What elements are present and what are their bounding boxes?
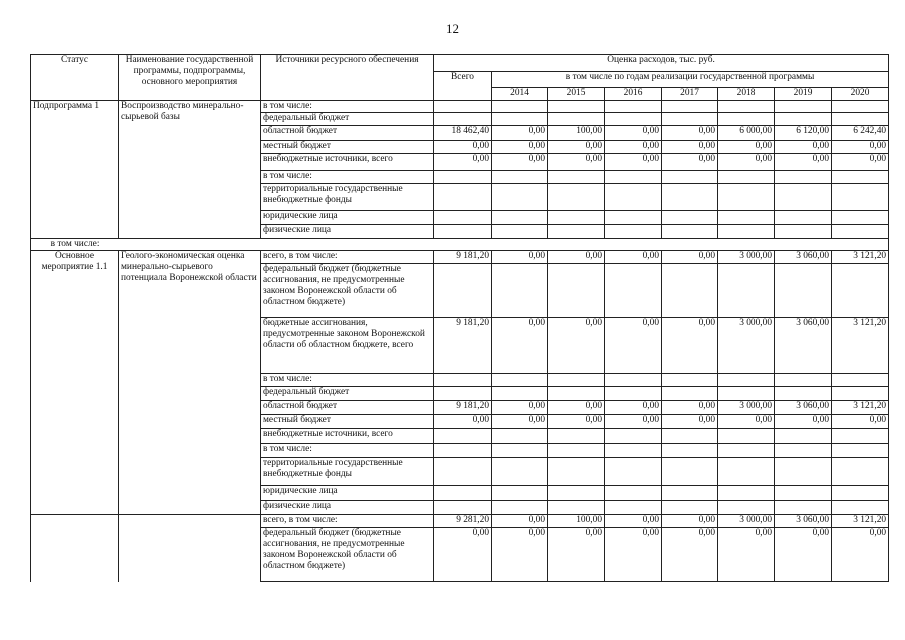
value-cell xyxy=(718,101,775,113)
value-cell xyxy=(492,458,548,486)
value-cell: 9 181,20 xyxy=(434,318,492,374)
value-cell xyxy=(832,101,889,113)
value-cell xyxy=(718,225,775,239)
value-cell xyxy=(775,458,832,486)
value-cell xyxy=(775,225,832,239)
value-cell xyxy=(662,264,718,318)
value-cell xyxy=(775,486,832,501)
value-cell: 3 000,00 xyxy=(718,318,775,374)
value-cell: 0,00 xyxy=(832,154,889,171)
value-cell: 18 462,40 xyxy=(434,126,492,141)
measure_1_1-name: Геолого-экономическая оценка минерально-сырьевого потенциала Воронежской области xyxy=(119,251,261,515)
including-label: в том числе: xyxy=(50,239,100,250)
table-row xyxy=(31,251,889,264)
value-cell xyxy=(434,458,492,486)
value-cell: 0,00 xyxy=(775,415,832,429)
value-cell xyxy=(775,374,832,387)
value-cell xyxy=(775,171,832,184)
header-by-years: в том числе по годам реализации государственной программы xyxy=(492,72,889,88)
value-cell xyxy=(832,225,889,239)
value-cell: 0,00 xyxy=(662,251,718,264)
value-cell xyxy=(662,444,718,458)
value-cell xyxy=(662,458,718,486)
header-total: Всего xyxy=(434,72,492,101)
source-cell: внебюджетные источники, всего xyxy=(261,154,434,171)
value-cell xyxy=(434,444,492,458)
source-cell: местный бюджет xyxy=(261,415,434,429)
header-estimate: Оценка расходов, тыс. руб. xyxy=(434,55,889,72)
value-cell xyxy=(718,211,775,225)
value-cell: 100,00 xyxy=(548,515,605,528)
table-row xyxy=(31,239,889,251)
page-number: 12 xyxy=(446,21,459,36)
value-cell: 0,00 xyxy=(492,415,548,429)
value-cell: 3 060,00 xyxy=(775,401,832,415)
value-cell xyxy=(718,458,775,486)
header-year-2014: 2014 xyxy=(492,88,548,101)
value-cell xyxy=(662,184,718,211)
value-cell xyxy=(434,184,492,211)
value-cell xyxy=(605,444,662,458)
value-cell xyxy=(548,113,605,126)
value-cell xyxy=(775,113,832,126)
source-cell: территориальные государственные внебюджетные фонды xyxy=(261,184,434,211)
value-cell xyxy=(775,429,832,444)
value-cell xyxy=(662,486,718,501)
value-cell xyxy=(832,113,889,126)
value-cell xyxy=(492,486,548,501)
value-cell xyxy=(662,211,718,225)
value-cell xyxy=(605,171,662,184)
value-cell xyxy=(434,113,492,126)
value-cell: 0,00 xyxy=(434,415,492,429)
value-cell xyxy=(662,387,718,401)
source-cell: всего, в том числе: xyxy=(261,251,434,264)
value-cell xyxy=(662,101,718,113)
value-cell xyxy=(548,374,605,387)
value-cell: 3 060,00 xyxy=(775,251,832,264)
source-cell: местный бюджет xyxy=(261,141,434,154)
value-cell xyxy=(548,225,605,239)
value-cell: 0,00 xyxy=(718,141,775,154)
header-sources: Источники ресурсного обеспечения xyxy=(261,55,434,101)
value-cell: 0,00 xyxy=(662,154,718,171)
value-cell: 3 121,20 xyxy=(832,515,889,528)
source-cell: областной бюджет xyxy=(261,126,434,141)
value-cell xyxy=(434,171,492,184)
value-cell xyxy=(775,101,832,113)
value-cell: 3 000,00 xyxy=(718,515,775,528)
value-cell xyxy=(718,429,775,444)
source-cell: в том числе: xyxy=(261,171,434,184)
value-cell xyxy=(605,101,662,113)
value-cell: 0,00 xyxy=(548,528,605,582)
value-cell xyxy=(492,211,548,225)
value-cell xyxy=(832,429,889,444)
value-cell xyxy=(434,211,492,225)
value-cell: 0,00 xyxy=(775,528,832,582)
value-cell xyxy=(775,184,832,211)
value-cell: 0,00 xyxy=(605,401,662,415)
value-cell xyxy=(548,264,605,318)
value-cell xyxy=(434,486,492,501)
value-cell xyxy=(492,101,548,113)
value-cell xyxy=(718,184,775,211)
source-cell: в том числе: xyxy=(261,101,434,113)
value-cell xyxy=(718,113,775,126)
value-cell xyxy=(434,374,492,387)
value-cell: 0,00 xyxy=(718,154,775,171)
table-row xyxy=(31,101,889,113)
value-cell: 6 000,00 xyxy=(718,126,775,141)
value-cell xyxy=(775,444,832,458)
value-cell: 0,00 xyxy=(605,141,662,154)
value-cell: 0,00 xyxy=(662,415,718,429)
value-cell xyxy=(718,444,775,458)
value-cell xyxy=(775,264,832,318)
value-cell: 0,00 xyxy=(548,154,605,171)
value-cell: 3 060,00 xyxy=(775,318,832,374)
value-cell: 0,00 xyxy=(662,141,718,154)
value-cell: 3 121,20 xyxy=(832,401,889,415)
value-cell xyxy=(605,264,662,318)
value-cell: 0,00 xyxy=(662,528,718,582)
value-cell: 0,00 xyxy=(662,318,718,374)
value-cell xyxy=(548,184,605,211)
value-cell: 0,00 xyxy=(492,401,548,415)
value-cell xyxy=(605,458,662,486)
measure_1_1-status: Основное мероприятие 1.1 xyxy=(31,251,119,515)
source-cell: федеральный бюджет xyxy=(261,113,434,126)
value-cell xyxy=(548,387,605,401)
header-name: Наименование государственной программы, подпрограммы, основного мероприятия xyxy=(119,55,261,101)
value-cell xyxy=(832,264,889,318)
source-cell: бюджетные ассигнования, предусмотренные законом Воронежской области об областном бюджете, всего xyxy=(261,318,434,374)
value-cell xyxy=(548,486,605,501)
value-cell: 9 181,20 xyxy=(434,251,492,264)
value-cell xyxy=(434,387,492,401)
subprogram-name: Воспроизводство минерально-сырьевой базы xyxy=(119,101,261,239)
value-cell: 0,00 xyxy=(492,154,548,171)
table-row xyxy=(31,515,889,528)
value-cell xyxy=(662,225,718,239)
source-cell: внебюджетные источники, всего xyxy=(261,429,434,444)
value-cell xyxy=(832,211,889,225)
source-cell: физические лица xyxy=(261,501,434,515)
source-cell: в том числе: xyxy=(261,444,434,458)
value-cell: 0,00 xyxy=(605,318,662,374)
value-cell xyxy=(548,429,605,444)
value-cell xyxy=(832,486,889,501)
header-status: Статус xyxy=(31,55,119,101)
value-cell xyxy=(548,101,605,113)
source-cell: федеральный бюджет (бюджетные ассигнования, не предусмотренные законом Воронежской области об областном бюджете) xyxy=(261,528,434,582)
value-cell xyxy=(548,211,605,225)
value-cell xyxy=(434,264,492,318)
header-year-2018: 2018 xyxy=(718,88,775,101)
value-cell xyxy=(662,171,718,184)
value-cell xyxy=(434,101,492,113)
value-cell xyxy=(775,387,832,401)
value-cell xyxy=(548,171,605,184)
value-cell: 9 281,20 xyxy=(434,515,492,528)
value-cell: 0,00 xyxy=(492,528,548,582)
value-cell: 0,00 xyxy=(662,401,718,415)
value-cell xyxy=(605,429,662,444)
value-cell xyxy=(718,486,775,501)
value-cell xyxy=(492,444,548,458)
next_block-status xyxy=(31,515,119,582)
source-cell: юридические лица xyxy=(261,486,434,501)
value-cell: 0,00 xyxy=(605,515,662,528)
header-year-2017: 2017 xyxy=(662,88,718,101)
header-year-2020: 2020 xyxy=(832,88,889,101)
value-cell: 100,00 xyxy=(548,126,605,141)
value-cell xyxy=(434,501,492,515)
value-cell: 3 000,00 xyxy=(718,251,775,264)
value-cell: 0,00 xyxy=(434,528,492,582)
value-cell xyxy=(718,171,775,184)
value-cell: 0,00 xyxy=(605,415,662,429)
value-cell xyxy=(492,225,548,239)
source-cell: в том числе: xyxy=(261,374,434,387)
value-cell: 0,00 xyxy=(492,126,548,141)
value-cell: 3 121,20 xyxy=(832,251,889,264)
value-cell: 0,00 xyxy=(548,401,605,415)
value-cell: 3 121,20 xyxy=(832,318,889,374)
value-cell: 0,00 xyxy=(662,515,718,528)
value-cell: 6 242,40 xyxy=(832,126,889,141)
value-cell xyxy=(832,374,889,387)
value-cell: 0,00 xyxy=(492,141,548,154)
value-cell: 0,00 xyxy=(605,251,662,264)
value-cell: 9 181,20 xyxy=(434,401,492,415)
value-cell: 0,00 xyxy=(548,318,605,374)
value-cell: 0,00 xyxy=(775,141,832,154)
value-cell xyxy=(832,501,889,515)
including-separator xyxy=(31,239,889,251)
value-cell: 0,00 xyxy=(492,251,548,264)
value-cell: 0,00 xyxy=(492,515,548,528)
value-cell xyxy=(832,184,889,211)
value-cell: 0,00 xyxy=(718,528,775,582)
source-cell: юридические лица xyxy=(261,211,434,225)
value-cell: 0,00 xyxy=(775,154,832,171)
value-cell xyxy=(548,444,605,458)
value-cell xyxy=(662,501,718,515)
value-cell xyxy=(662,374,718,387)
value-cell xyxy=(605,387,662,401)
value-cell: 0,00 xyxy=(832,415,889,429)
value-cell: 3 060,00 xyxy=(775,515,832,528)
value-cell xyxy=(662,113,718,126)
value-cell xyxy=(548,501,605,515)
subprogram-status: Подпрограмма 1 xyxy=(31,101,119,239)
value-cell xyxy=(434,225,492,239)
value-cell xyxy=(548,458,605,486)
value-cell: 0,00 xyxy=(434,141,492,154)
value-cell xyxy=(832,458,889,486)
value-cell: 0,00 xyxy=(434,154,492,171)
value-cell xyxy=(492,184,548,211)
source-cell: областной бюджет xyxy=(261,401,434,415)
value-cell xyxy=(718,264,775,318)
value-cell xyxy=(434,429,492,444)
value-cell: 0,00 xyxy=(718,415,775,429)
value-cell: 0,00 xyxy=(662,126,718,141)
value-cell xyxy=(605,211,662,225)
source-cell: территориальные государственные внебюджетные фонды xyxy=(261,458,434,486)
value-cell xyxy=(718,387,775,401)
header-year-2019: 2019 xyxy=(775,88,832,101)
header-year-2016: 2016 xyxy=(605,88,662,101)
value-cell xyxy=(605,501,662,515)
value-cell: 0,00 xyxy=(548,251,605,264)
value-cell xyxy=(775,501,832,515)
value-cell xyxy=(492,171,548,184)
value-cell: 3 000,00 xyxy=(718,401,775,415)
value-cell: 0,00 xyxy=(492,318,548,374)
value-cell xyxy=(832,171,889,184)
value-cell xyxy=(775,211,832,225)
value-cell xyxy=(605,374,662,387)
source-cell: физические лица xyxy=(261,225,434,239)
value-cell: 0,00 xyxy=(605,154,662,171)
value-cell: 6 120,00 xyxy=(775,126,832,141)
value-cell xyxy=(832,444,889,458)
value-cell xyxy=(605,184,662,211)
value-cell: 0,00 xyxy=(605,126,662,141)
value-cell: 0,00 xyxy=(605,528,662,582)
source-cell: федеральный бюджет xyxy=(261,387,434,401)
value-cell xyxy=(492,113,548,126)
value-cell xyxy=(662,429,718,444)
value-cell xyxy=(605,486,662,501)
value-cell: 0,00 xyxy=(548,141,605,154)
value-cell xyxy=(718,374,775,387)
value-cell xyxy=(832,387,889,401)
value-cell xyxy=(492,429,548,444)
budget-table xyxy=(30,54,889,582)
value-cell xyxy=(492,374,548,387)
value-cell: 0,00 xyxy=(832,528,889,582)
header-year-2015: 2015 xyxy=(548,88,605,101)
value-cell: 0,00 xyxy=(548,415,605,429)
value-cell xyxy=(605,113,662,126)
next_block-name xyxy=(119,515,261,582)
value-cell xyxy=(605,225,662,239)
value-cell xyxy=(718,501,775,515)
value-cell: 0,00 xyxy=(832,141,889,154)
value-cell xyxy=(492,501,548,515)
value-cell xyxy=(492,264,548,318)
source-cell: всего, в том числе: xyxy=(261,515,434,528)
source-cell: федеральный бюджет (бюджетные ассигнования, не предусмотренные законом Воронежской области об областном бюджете) xyxy=(261,264,434,318)
value-cell xyxy=(492,387,548,401)
